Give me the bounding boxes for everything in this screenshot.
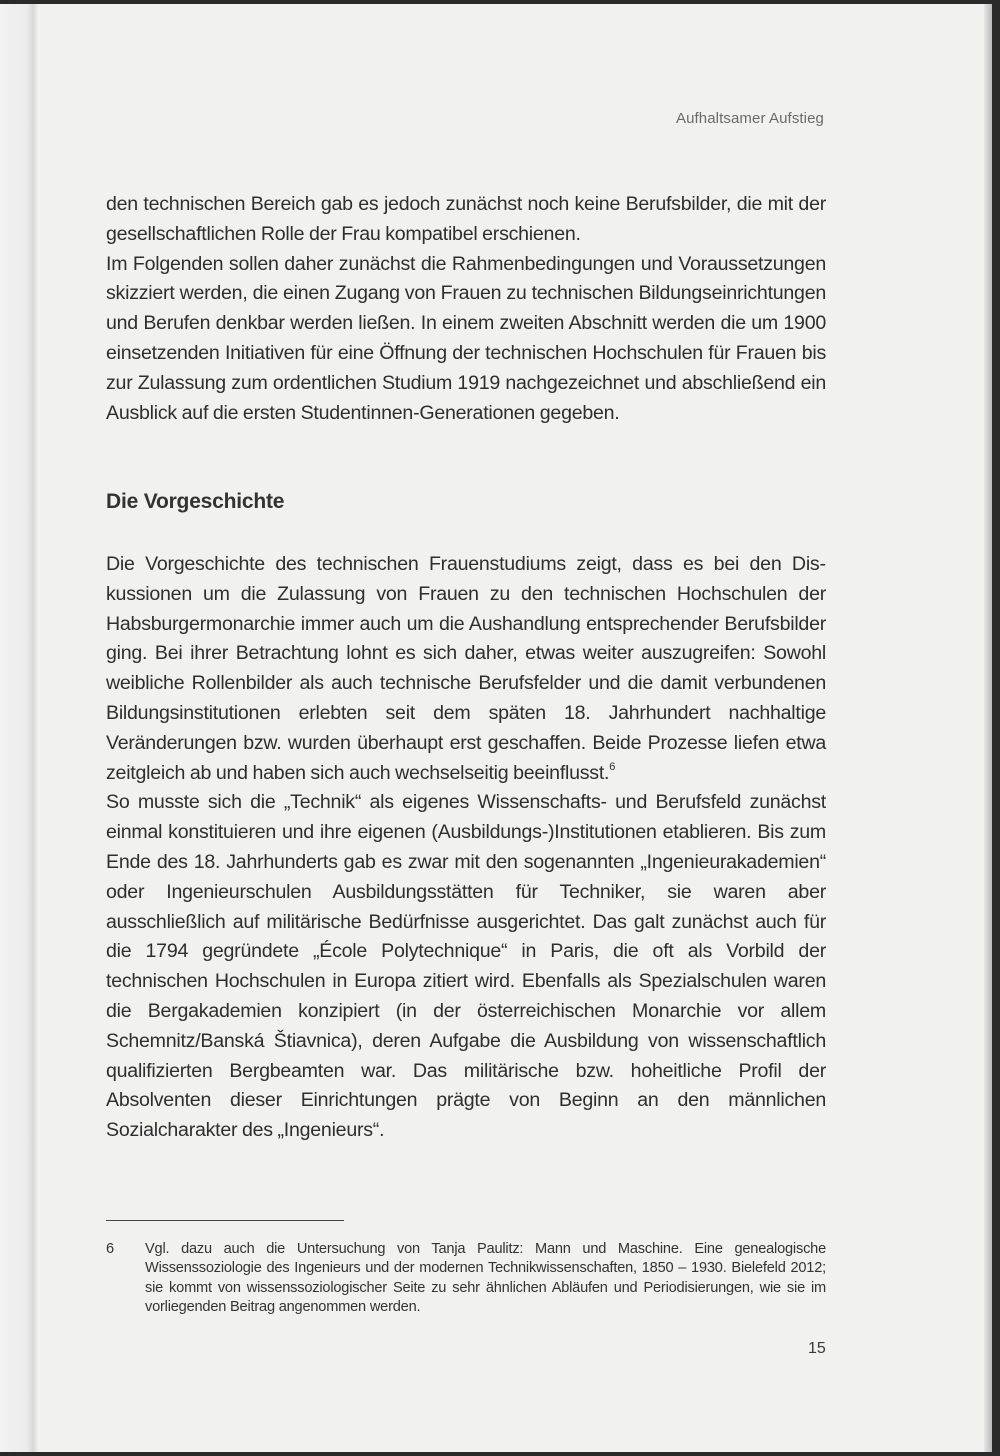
section-paragraph-2: So musste sich die „Technik“ als eigenes Wissenschafts- und Berufsfeld zunächst einmal konstituieren und ihre eigenen (Ausbildungs-)Institutionen etablieren. Bis zum Ende des 18. Jahrhunderts gab es zwar mit den sogenannten „Ingenieurakademien“ oder Ingenieurschulen Ausbildungsstätten für Techniker, sie waren aber ausschließlich auf militärische Bedürfnisse ausgerichtet. Das galt zunächst auch für die 1794 gegründete „École Polytechnique“ in Paris, die oft als Vorbild der technischen Hochschulen in Europa zitiert wird. Ebenfalls als Spezialschulen waren die Bergakademien konzipiert (in der österreichischen Monarchie vor allem Schemnitz/Banská Štiavnica), deren Aufgabe die Ausbildung von wissenschaftlich qualifizierten Bergbeamten war. Das militärische bzw. hoheitliche Profil der Absolventen dieser Einrichtungen prägte von Beginn an den männlichen Sozialcharakter des „Ingenieurs“.: [106, 791, 826, 1142]
footnote-separator: [106, 1220, 344, 1221]
footnote-number: 6: [106, 1241, 114, 1257]
footnote-reference[interactable]: 6: [609, 760, 616, 773]
intro-text: [106, 190, 826, 428]
footnote-text: Vgl. dazu auch die Untersuchung von Tanja Paulitz: Mann und Maschine. Eine genealogische Wissenssoziologie des Ingenieurs und der modernen Technikwissenschaften, 1850 – 1930. Bielefeld 2012; sie kommt von wissenssoziologischer Seite zu sehr ähnlichen Abläufen und Periodisierungen, wie sie im vorliegenden Beitrag angenommen werden.: [145, 1241, 826, 1316]
book-page: [0, 4, 992, 1452]
page-edge: [984, 4, 992, 1452]
section-heading: Die Vorgeschichte: [106, 490, 285, 513]
binding-shadow: [0, 4, 38, 1452]
footnote: [106, 1240, 826, 1318]
page-number: 15: [808, 1340, 826, 1357]
intro-paragraph-1: den technischen Bereich gab es jedoch zunächst noch keine Berufsbilder, die mit der gesellschaftlichen Rolle der Frau kompatibel erschienen.: [106, 193, 826, 245]
intro-paragraph-2: Im Folgenden sollen daher zunächst die Rahmenbedingungen und Voraussetzungen skizziert werden, die einen Zugang von Frauen zu technischen Bildungseinrichtungen und Berufen denkbar werden ließen. In einem zweiten Abschnitt werden die um 1900 einsetzenden Initiativen für eine Öffnung der technischen Hochschulen für Frauen bis zur Zulassung zum ordentlichen Studium 1919 nachgezeichnet und abschließend ein Ausblick auf die ersten Studentinnen-Generationen gegeben.: [106, 252, 826, 424]
section-body: [106, 550, 826, 1146]
section-paragraph-1-text: Die Vorgeschichte des technischen Frauenstudiums zeigt, dass es bei den Diskussionen um die Zulassung von Frauen zu den technischen Hochschulen der Habsburgermonarchie immer auch um die Aushandlung entsprechender Berufsbilder ging. Bei ihrer Betrachtung lohnt es sich daher, etwas weiter auszugreifen: Sowohl weibliche Rollenbilder als auch technische Berufsfelder und die damit verbundenen Bildungsinstitutionen erlebten seit dem späten 18. Jahrhundert nachhaltige Veränderungen bzw. wurden überhaupt erst geschaffen. Beide Prozesse liefen etwa zeitgleich ab und haben sich auch wechselseitig beeinflusst.: [106, 553, 826, 784]
running-head: Aufhaltsamer Aufstieg: [675, 110, 824, 127]
section-paragraph-1: [106, 550, 826, 788]
